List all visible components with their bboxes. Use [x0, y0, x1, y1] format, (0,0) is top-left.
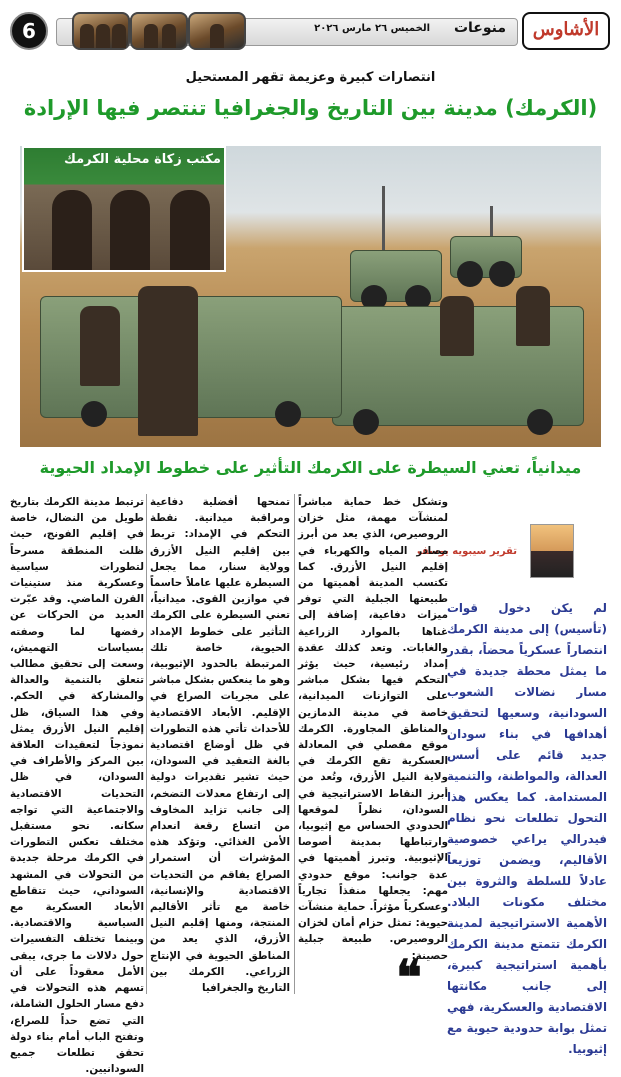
body-column-3: تمنحها أفضلية دفاعية ومراقبة ميدانية. نقطة التحكم في الإمداد: تربط بين إقليم النيل الأزرق وولاية سنار، مما يجعل السيطرة عليها عاملاً حاسماً في موازين القوى. ميدانياً، تعني السيطرة على الكرمك التأثير على خطوط الإمداد الحيوية، خاصة تلك المرتبطة بالحدود الإثيوبية، وهو ما ينعكس بشكل مباشر على مجريات الصراع في الإقليم. الأبعاد الاقتصادية للأحداث تأتي هذه التطورات في ظل أوضاع اقتصادية بالغة التعقيد في السودان، حيث تشير تقديرات دولية إلى ارتفاع معدلات التضخم، إلى جانب تزايد المخاوف من اتساع رقعة انعدام الأمن الغذائي. وتؤكد هذه المؤشرات أن استمرار الصراع يفاقم من التحديات الاقتصادية والإنسانية، خاصة مع تأثر الأقاليم المنتجة، ومنها إقليم النيل الأزرق، الذي يعد من المناطق الحيوية في الإنتاج الزراعي. الكرمك بين التاريخ والجغرافيا	[150, 496, 290, 995]
article-kicker: انتصارات كبيرة وعزيمة تقهر المستحيل	[185, 70, 436, 85]
column-divider	[146, 494, 147, 994]
newspaper-logo: الأشاوس	[522, 12, 610, 50]
page-number: 6	[10, 12, 48, 50]
body-column-2: وتشكل خط حماية مباشراً لمنشآت مهمة، مثل خزان الروصيرص، الذي يعد من أبرز مصادر المياه والكهرباء في إقليم النيل الأزرق. كما تكتسب المدينة أهميتها من طبيعتها الجبلية التي توفر ميزات دفاعية، إضافة إلى غناها بالموارد الزراعية والغابات. وتعد كذلك عقدة إمداد رئيسية، حيث يؤثر التحكم فيها بشكل مباشر على التوازنات الميدانية، خاصة في مدينة الدمازين والمناطق المجاورة. الكرمك موقع مفصلي في المعادلة العسكرية تقع الكرمك في ولاية النيل الأزرق، وتُعد من أبرز النقاط الاستراتيجية في السودان، نظراً لموقعها الحدودي الحساس مع إثيوبيا، وارتباطها بمدينة أصوصا الإثيوبية. وتبرز أهميتها في عدة جوانب: موقع حدودي مهم: يجعلها منفذاً تجارياً وعسكرياً مؤثراً. حماية منشآت حيوية: تمثل حزام أمان لخزان الروصيرص. طبيعة جبلية حصينة:	[298, 496, 448, 962]
header-photo-thumb-2	[130, 12, 188, 50]
article-subheadline: ميدانياً، تعني السيطرة على الكرمك التأثير على خطوط الإمداد الحيوية	[39, 458, 582, 477]
header-photo-thumb-3	[72, 12, 130, 50]
issue-date: الخميس ٢٦ مارس ٢٠٢٦	[314, 23, 430, 34]
section-name: منوعات	[453, 20, 506, 36]
column-divider	[294, 494, 295, 994]
author-byline: تقرير سيبويه يوسف	[417, 546, 517, 557]
body-column-4: ترتبط مدينة الكرمك بتاريخ طويل من النضال، خاصة في إقليم الفونج، حيث ظلت المنطقة مسرحاً لتطورات سياسية وعسكرية منذ ستينيات القرن الماضي. وقد عبّرت العديد من الحركات عن رفضها لما وصفته بسياسات التهميش، وسعت إلى تحقيق مطالب تتعلق بالتنمية والعدالة والمشاركة في الحكم. وفي هذا السياق، ظل إقليم النيل الأزرق يمثل نموذجاً لتعقيدات العلاقة بين المركز والأطراف في السودان، في ظل التحديات الاقتصادية والاجتماعية التي تواجه سكانه. نحو مستقبل مختلف تعكس التطورات في الكرمك مرحلة جديدة من التحولات في المشهد السوداني، حيث تتقاطع الأبعاد العسكرية مع السياسية والاقتصادية. وبينما تختلف التفسيرات حول دلالات ما جرى، يبقى الأمل معقوداً على أن تسهم هذه التحولات في دفع مسار الحلول الشاملة، التي تضع حداً للصراع، وتفتح الباب أمام بناء دولة تحقق تطلعات جميع السودانيين.	[10, 496, 144, 1076]
header-photo-thumb-1	[188, 12, 246, 50]
main-photo	[20, 146, 601, 447]
photo-inset	[22, 146, 226, 272]
inset-sign-text: مكتب زكاة محلية الكرمك	[64, 152, 221, 167]
quote-mark-icon: ❝	[396, 950, 422, 1006]
article-headline: (الكرمك) مدينة بين التاريخ والجغرافيا تنتصر فيها الإرادة	[23, 96, 598, 120]
lead-paragraph: لم يكن دخول قوات (تأسيس) إلى مدينة الكرمك انتصاراً عسكرياً محضاً، بقدر ما يمثل محطة جديدة في مسار نضالات الشعوب السودانية، وسعيها لتحقيق أهدافها في بناء سودان جديد قائم على أسس العدالة، والمواطنة، والتنمية المستدامة. كما يعكس هذا التحول تطلعات نحو نظام فيدرالي يراعي خصوصية الأقاليم، ويضمن توزيعاً عادلاً للسلطة والثروة بين مختلف مكونات البلاد. الأهمية الاستراتيجية لمدينة الكرمك تتمتع مدينة الكرمك بأهمية استراتيجية كبيرة، إلى جانب مكانتها الاقتصادية والعسكرية، فهي تمثل بوابة حدودية حيوية مع إثيوبيا.	[447, 601, 607, 1056]
masthead	[10, 8, 610, 52]
author-photo	[530, 524, 574, 578]
